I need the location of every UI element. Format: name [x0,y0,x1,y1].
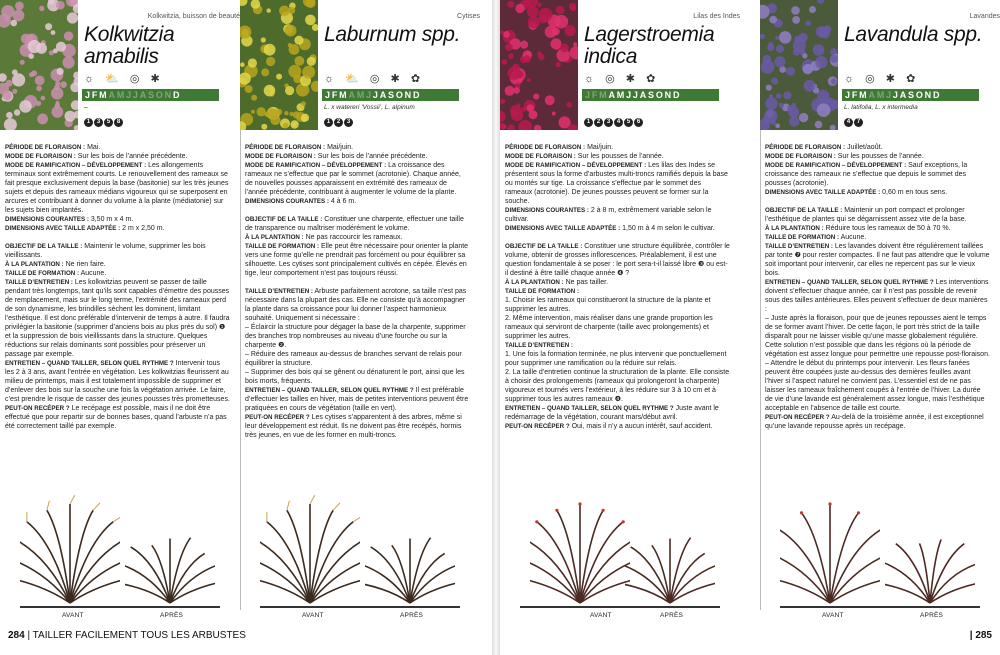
latin-name-line1: Laburnum spp. [324,23,461,46]
paragraph-label: MODE DE FLORAISON : [765,153,836,160]
photo-badges [324,118,354,128]
calendar-month: J [892,90,900,100]
calendar-month: J [366,90,373,100]
calendar-month: N [924,90,933,100]
paragraph-label: MODE DE RAMIFICATION – DÉVELOPPEMENT : [505,162,647,169]
description-paragraph [505,161,730,206]
calendar-month: J [126,90,133,100]
calendar-month: S [388,90,396,100]
calendar-month: S [648,90,656,100]
calendar-month: F [91,90,100,100]
paragraph-label: ENTRETIEN – QUAND TAILLER, SELON QUEL RYTHME ? [245,387,414,394]
description-paragraph [5,278,230,359]
pruning-illustration-before [260,495,360,610]
paragraph-label: PÉRIODE DE FLORAISON : [245,144,326,151]
description-paragraph [505,314,730,341]
paragraph-text: Sur les pousses de l’année. [837,153,924,160]
description-paragraph [765,152,990,161]
description-paragraph [505,341,730,350]
calendar-month: D [172,90,182,100]
description-paragraph [245,413,470,440]
ground-line [20,606,220,608]
paragraph-text: Les lilas des Indes se présentent sous la forme d’arbustes multi-troncs ramifiés depuis la base ou montés sur tige. La croissance s’effectue par le sommet des rameaux (acrotonie). De jeunes pousses peuvent se former sur la souche. [505,162,728,205]
paragraph-label: DIMENSIONS AVEC TAILLE ADAPTÉE : [765,189,881,196]
column-divider [240,130,241,610]
paragraph-text: Sur les bois de l’année précédente. [317,153,428,160]
description-paragraph [5,404,230,431]
calendar-month: N [404,90,413,100]
description-paragraph [245,368,470,386]
description-paragraph [5,215,230,224]
paragraph-text: Mai/juin. [587,144,614,151]
paragraph-text: – Éclaircir la structure pour dégager la base de la charpente, supprimer des branches trop nombreuses au niveau d’une fourche ou sur la charpente ❷. [245,324,466,349]
calendar-month: A [348,90,357,100]
description-paragraph [5,152,230,161]
description-paragraph [765,413,990,431]
description-paragraph [505,242,730,278]
paragraph-text: 2 m x 2,50 m. [122,225,165,232]
plant-photo [760,0,838,130]
paragraph-label: MODE DE RAMIFICATION – DÉVELOPPEMENT : [245,162,387,169]
paragraph-label: TAILLE D’ENTRETIEN : [505,342,573,349]
plant-photo [240,0,318,130]
number-badge: 4 [844,118,853,127]
pruning-illustration-after [885,495,975,610]
description-paragraph [245,215,470,233]
paragraph-text: Réduire tous les rameaux de 50 à 70 %. [825,225,951,232]
description-paragraph [765,359,990,413]
paragraph-text: – Réduire des rameaux au-dessus de branches servant de relais pour équilibrer la structure. [245,351,462,367]
paragraph-text: – Attendre le début du printemps pour intervenir. Les fleurs fanées peuvent être coupées juste au-dessus des dernières feuilles avant l’hiver si l’aspect naturel ne convient pas. L’essentiel est de ne pas laisser les rameaux fraîchement coupés à l’entrée de l’hiver. La durée de vie d’une lavande est généralement assez longue, mais l’esthétique acceptable en l’absence de taille est courte. [765,360,985,412]
description-paragraph [505,404,730,422]
paragraph-label: OBJECTIF DE LA TAILLE : [5,243,83,250]
description-paragraph [765,188,990,197]
common-name: Lavandes [969,13,1000,20]
paragraph-label: OBJECTIF DE LA TAILLE : [505,243,583,250]
description-paragraph [765,206,990,224]
description-paragraph [245,242,470,278]
paragraph-label: À LA PLANTATION : [765,225,824,232]
paragraph-label: PEUT-ON RECÉPER ? [245,414,310,421]
paragraph-label: MODE DE RAMIFICATION – DÉVELOPPEMENT : [765,162,907,169]
paragraph-text: Elle peut être nécessaire pour orienter la plante vers une forme qu’elle ne prendrait pas forcément ou pour équilibrer sa silhouette. Les cytises sont principalement cultivés en cépée. Élevés en tige, leur comportement n’est pas toujours réussi. [245,243,469,277]
exposure-icons: ☼ ⛅ ◎ ✱ [84,73,164,85]
paragraph-label: TAILLE DE FORMATION : [505,288,580,295]
common-name: Kolkwitzia, buisson de beauté [147,13,240,20]
description-paragraph [5,260,230,269]
paragraph-text: Maintenir un port compact et prolonger l’esthétique de plantes qui se dégarnissent assez vite de la base. [765,207,967,223]
description-paragraph [245,233,470,242]
caption-before: AVANT [590,612,612,619]
paragraph-label: DIMENSIONS COURANTES : [505,207,589,214]
description-paragraph [765,161,990,188]
paragraph-text: Aucune. [840,234,867,241]
paragraph-label: ENTRETIEN – QUAND TAILLER, SELON QUEL RYTHME ? [765,279,934,286]
paragraph-text: Sur les bois de l’année précédente. [77,153,188,160]
calendar-month: M [356,90,367,100]
description-paragraph [505,296,730,314]
paragraph-text: 2. Même intervention, mais réaliser dans une grande proportion les rameaux qui serviront de charpente (taille avec prolongements) et supprimer les autres. [505,315,713,340]
description-paragraph [505,368,730,404]
paragraph-label: PEUT-ON RECÉPER ? [765,414,830,421]
latin-name [584,24,714,68]
description-paragraph [245,197,470,206]
paragraph-text: 1,50 m à 4 m selon le cultivar. [622,225,715,232]
paragraph-label: TAILLE D’ENTRETIEN : [245,288,313,295]
calendar-month: F [331,90,340,100]
ground-line [780,606,980,608]
paragraph-label: TAILLE DE FORMATION : [245,243,320,250]
latin-name-line2: amabilis [84,45,159,68]
flowering-calendar [582,89,719,101]
description-paragraph [505,350,730,368]
paragraph-label: DIMENSIONS AVEC TAILLE ADAPTÉE : [5,225,121,232]
right-folio: | 285 [969,630,992,641]
pruning-illustration-before [780,495,880,610]
caption-after: APRÈS [920,612,944,619]
calendar-month: J [325,90,332,100]
paragraph-label: MODE DE FLORAISON : [5,153,76,160]
number-badge: 5 [624,118,633,127]
paragraph-text: Sur les pousses de l’année. [577,153,664,160]
calendar-month: S [908,90,916,100]
paragraph-label: À LA PLANTATION : [5,261,64,268]
paragraph-text: Ne pas raccourcir les rameaux. [305,234,403,241]
description-paragraph [765,242,990,278]
description-paragraph [505,143,730,152]
paragraph-text: 0,60 m en tous sens. [882,189,948,196]
pruning-illustration-after [365,495,455,610]
description-paragraph [245,287,470,323]
latin-name-line2: indica [584,45,638,68]
calendar-month: M [116,90,127,100]
calendar-month: S [148,90,156,100]
book-gutter [492,0,500,655]
paragraph-text: 1. Choisir les rameaux qui constitueront la structure de la plante et supprimer les autres. [505,297,711,313]
caption-after: APRÈS [400,612,424,619]
description-paragraph [245,323,470,350]
paragraph-label: OBJECTIF DE LA TAILLE : [765,207,843,214]
calendar-month: M [859,90,869,100]
calendar-month: O [915,90,925,100]
paragraph-text: Juillet/août. [847,144,883,151]
description-paragraph [765,314,990,359]
plant-description [505,143,730,431]
caption-after: APRÈS [160,612,184,619]
description-paragraph [5,242,230,260]
ground-line [260,606,460,608]
calendar-month: J [585,90,592,100]
number-badge: 1 [324,118,333,127]
paragraph-text: 4 à 6 m. [330,198,357,205]
calendar-month: F [591,90,600,100]
paragraph-label: PÉRIODE DE FLORAISON : [505,144,586,151]
number-badge: 3 [344,118,353,127]
paragraph-text: Il est préférable d’effectuer les tailles en hiver, mais de petites interventions peuvent être pratiquées en cours de végétation (taille en vert). [245,387,469,412]
paragraph-text: 1. Une fois la formation terminée, ne plus intervenir que ponctuellement pour supprimer une ramification ou la réduire sur relais. [505,351,727,367]
cultivars: L. x watereri ‘Vossii’, L. alpinum [324,104,415,111]
number-badge: 7 [854,118,863,127]
paragraph-label: TAILLE D’ENTRETIEN : [5,279,73,286]
paragraph-text: Les allongements terminaux sont extrêmement courts. Le renouvellement des rameaux se fait presque exclusivement depuis la base (basitonie) sur les très jeunes sujets et depuis des rameaux médians vigoureux qui se superposent en arcures et contribuant à donner du volume à la plante (médiatonie) sur les sujets bien implantés. [5,162,229,214]
description-paragraph [505,224,730,233]
paragraph-label: PÉRIODE DE FLORAISON : [765,144,846,151]
flowering-calendar [322,89,459,101]
description-paragraph [765,278,990,314]
paragraph-text: Maintenir le volume, supprimer les bois vieillissants. [5,243,206,259]
number-badge: 1 [584,118,593,127]
paragraph-label: ENTRETIEN – QUAND TAILLER, SELON QUEL RYTHME ? [505,405,674,412]
caption-after: APRÈS [660,612,684,619]
calendar-month: J [632,90,640,100]
paragraph-label: TAILLE DE FORMATION : [5,270,80,277]
flowering-calendar [842,89,979,101]
description-paragraph [765,224,990,233]
calendar-month: M [99,90,109,100]
left-folio: 284 | TAILLER FACILEMENT TOUS LES ARBUSTES [8,630,246,641]
paragraph-text: 3,50 m x 4 m. [90,216,134,223]
left-page-number: 284 [8,630,25,641]
paragraph-label: DIMENSIONS COURANTES : [5,216,89,223]
photo-badges [844,118,864,128]
description-paragraph [5,359,230,404]
number-badge: 3 [604,118,613,127]
description-paragraph [505,206,730,224]
description-paragraph [5,269,230,278]
paragraph-label: OBJECTIF DE LA TAILLE : [245,216,323,223]
latin-name [844,24,982,46]
common-name: Cytises [457,13,480,20]
plant-description [5,143,230,431]
description-paragraph [765,143,990,152]
description-paragraph [245,143,470,152]
paragraph-label: PEUT-ON RECÉPER ? [505,423,570,430]
paragraph-label: TAILLE D’ENTRETIEN : [765,243,833,250]
number-badge: 6 [634,118,643,127]
plant-column [0,0,244,620]
ground-line [520,606,720,608]
paragraph-text: Au-delà de la troisième année, il est exceptionnel qu’une lavande repousse après un recépage. [765,414,984,430]
cultivars: L. latifolia, L. x intermedia [844,104,918,111]
calendar-month: M [599,90,609,100]
plant-photo [500,0,578,130]
calendar-month: O [395,90,405,100]
calendar-month: F [851,90,860,100]
description-paragraph [505,287,730,296]
calendar-month: M [616,90,627,100]
calendar-month: M [876,90,887,100]
calendar-month: M [339,90,349,100]
description-paragraph [245,386,470,413]
flowering-calendar [82,89,219,101]
calendar-month: O [655,90,665,100]
paragraph-text: Oui, mais il n’y a aucun intérêt, sauf accident. [571,423,713,430]
caption-before: AVANT [62,612,84,619]
calendar-month: A [108,90,117,100]
paragraph-label: À LA PLANTATION : [245,234,304,241]
right-page-number: 285 [975,630,992,641]
calendar-month: J [372,90,380,100]
paragraph-text: 2. La taille d’entretien continue la structuration de la plante. Elle consiste à choisir des prolongements (rameaux qui prolongeront la charpente) vigoureux et tournés vers l’extérieur, à les réduire sur 3 à 10 cm et à supprimer tous les autres rameaux ❹. [505,369,730,403]
paragraph-text: La croissance des rameaux ne s’effectue que par le sommet (acrotonie). Chaque année, de nouvelles pousses apparaissent en extrémité des rameaux de l’année précédente, contribuant à augmenter le volume de la plante. [245,162,461,196]
pruning-illustration-before [530,495,630,610]
plant-photo [0,0,78,130]
plant-description [245,143,470,440]
paragraph-text: Aucune. [80,270,107,277]
paragraph-text: Juste avant le redémarrage de la végétation, courant mars/début avril. [505,405,719,421]
calendar-month: N [164,90,173,100]
calendar-month: A [639,90,648,100]
calendar-month: J [132,90,140,100]
paragraph-label: MODE DE RAMIFICATION – DÉVELOPPEMENT : [5,162,147,169]
description-paragraph [245,152,470,161]
calendar-month: J [85,90,92,100]
paragraph-label: À LA PLANTATION : [505,279,564,286]
calendar-month: J [886,90,893,100]
pruning-illustration-before [20,495,120,610]
column-divider [760,130,761,610]
number-badge: 5 [104,118,113,127]
description-paragraph [765,233,990,242]
plant-column [240,0,484,620]
paragraph-text: Les lavandes doivent être régulièrement taillées par tonte ❼ pour rester compactes. Il ne faut pas attendre que le volume soit important pour intervenir, car elles ne repercent pas sur le vieux bois. [765,243,990,277]
paragraph-text: Les cytises s’apparentent à des arbres, même si leur développement est réduit. Ils ne doivent pas être recépés, hormis très jeunes, en vue de les former en multi-troncs. [245,414,462,439]
paragraph-text: Intervenir tous les 2 à 3 ans, avant l’entrée en végétation. Les kolkwitzias fleurissent au milieu de printemps, mais il est totalement impossible de supprimer et d’enlever des bois sur la souche une fois la végétation arrivée. Le faire, c’est prendre le risque de casser des jeunes pousses très prometteuses. [5,360,230,403]
calendar-month: D [412,90,422,100]
paragraph-text: Les interventions doivent s’effectuer chaque année, car il n’est pas possible de revenir sous des tailles antérieures. Elles peuvent s’effectuer de deux manières : [765,279,989,313]
exposure-icons: ☼ ◎ ✱ ✿ [584,73,660,85]
plant-description [765,143,990,431]
calendar-month: J [845,90,852,100]
plant-column [760,0,1000,620]
pruning-illustration-after [625,495,715,610]
calendar-month: D [932,90,942,100]
common-name: Lilas des Indes [693,13,740,20]
paragraph-text: Le recépage est possible, mais il ne doit être effectué que pour repartir sur de bonnes bases, quand l’arbuste n’a pas été correctement taillé par exemple. [5,405,227,430]
paragraph-label: PÉRIODE DE FLORAISON : [5,144,86,151]
latin-name [84,24,174,68]
paragraph-text: Ne pas tailler. [565,279,609,286]
calendar-month: N [664,90,673,100]
number-badge: 3 [94,118,103,127]
photo-badges [84,118,124,128]
paragraph-label: TAILLE DE FORMATION : [765,234,840,241]
number-badge: 2 [334,118,343,127]
paragraph-text: 2 à 8 m, extrêmement variable selon le cultivar. [505,207,712,223]
latin-name-line1: Lagerstroemia [584,23,715,46]
description-paragraph [245,350,470,368]
paragraph-label: MODE DE FLORAISON : [245,153,316,160]
calendar-month: A [899,90,908,100]
paragraph-text: Les kolkwitzias peuvent se passer de taille pendant très longtemps, tant qu’ils sont capables d’émettre des pousses de remplacement, mais sur le long terme, l’extrémité des rameaux perd de son dynamisme, les brindilles sèchent les dominent, limitant l’esthétique. Il est donc préférable d’intervenir de temps à autre. Il faudra privilégier la basitonie (supprimer d’anciens bois au plus près du sol) ❶ et la suppression de bois vieillissants dans la structure. Quelques réductions sur relais dominants sont possibles pour préserver un passage par exemple. [5,279,230,358]
photo-badges [584,118,644,128]
exposure-icons: ☼ ⛅ ◎ ✱ ✿ [324,73,425,85]
pruning-illustration-after [125,495,215,610]
calendar-month: A [379,90,388,100]
calendar-month: A [608,90,617,100]
paragraph-text: Sauf exceptions, la croissance des rameaux ne s’effectue que depuis le sommet des pousses (acrotonie). [765,162,968,187]
paragraph-text: Ne rien faire. [65,261,106,268]
description-paragraph [245,161,470,197]
paragraph-text: Constituer une charpente, effectuer une taille de transparence ou maîtriser modérément le volume. [245,216,464,232]
calendar-month: O [155,90,165,100]
number-badge: 4 [614,118,623,127]
number-badge: 2 [594,118,603,127]
description-paragraph [505,422,730,431]
number-badge: 1 [84,118,93,127]
paragraph-text: Mai/juin. [327,144,354,151]
paragraph-label: ENTRETIEN – QUAND TAILLER, SELON QUEL RYTHME ? [5,360,174,367]
cultivars: – [84,104,88,111]
caption-before: AVANT [302,612,324,619]
calendar-month: A [868,90,877,100]
latin-name-line1: Kolkwitzia [84,23,175,46]
paragraph-label: DIMENSIONS AVEC TAILLE ADAPTÉE : [505,225,621,232]
paragraph-label: DIMENSIONS COURANTES : [245,198,329,205]
description-paragraph [5,143,230,152]
paragraph-label: PEUT-ON RECÉPER ? [5,405,70,412]
description-paragraph [505,152,730,161]
paragraph-text: Arbuste parfaitement acrotone, sa taille n’est pas nécessaire dans la plupart des cas. Elle ne consiste qu’à accompagner la plante dans sa croissance pour lui donner l’aspect harmonieux souhaité. Uniquement si nécessaire : [245,288,467,322]
caption-before: AVANT [822,612,844,619]
exposure-icons: ☼ ◎ ✱ ✿ [844,73,920,85]
latin-name-line1: Lavandula spp. [844,23,983,46]
calendar-month: D [672,90,682,100]
calendar-month: J [626,90,633,100]
paragraph-text: – Juste après la floraison, pour que de jeunes repousses aient le temps de se former avant l’hiver. De cette façon, le port très strict de la taille disparaît pour ne laisser visible qu’une masse globalement régulière. Cette solution n’est possible que dans les régions où la période de végétation est assez longue pour permettre une repousse post-floraison. [765,315,990,358]
latin-name [324,24,460,46]
plant-column [500,0,744,620]
description-paragraph [5,224,230,233]
number-badge: 8 [114,118,123,127]
paragraph-text: – Supprimer des bois qui se gênent ou dénaturent le port, ainsi que les bois morts, fréquents. [245,369,465,385]
calendar-month: A [139,90,148,100]
description-paragraph [5,161,230,215]
description-paragraph [505,278,730,287]
paragraph-text: Constituer une structure équilibrée, contrôler le volume, obtenir de grosses inflorescences. Préalablement, il est une question fondamentale à se poser : le port sera-t-il laissé libre ❸ ou est-il destiné à être taillé chaque année ❹ ? [505,243,730,277]
paragraph-text: Mai. [87,144,101,151]
left-running-title: TAILLER FACILEMENT TOUS LES ARBUSTES [32,630,246,641]
paragraph-label: MODE DE FLORAISON : [505,153,576,160]
